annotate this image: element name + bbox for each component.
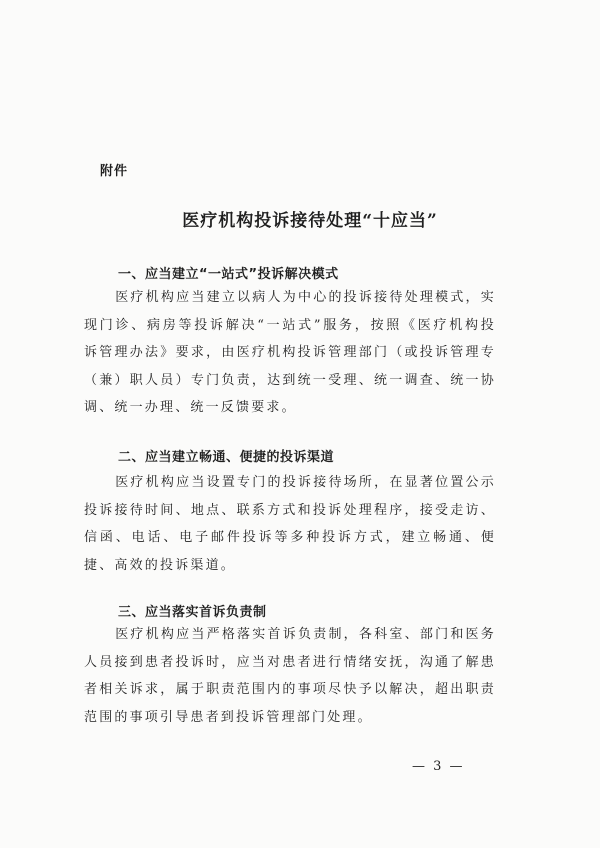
attachment-label: 附件 bbox=[100, 164, 129, 179]
section-3-body: 医疗机构应当严格落实首诉负责制，各科室、部门和医务人员接到患者投诉时，应当对患者进行情绪安抚，沟通了解患者相关诉求，属于职责范围内的事项尽快予以解决，超出职责范围的事项引导患者到投诉管理部门处理。 bbox=[84, 627, 496, 725]
page-number: — 3 — bbox=[412, 759, 465, 774]
section-2-heading: 二、应当建立畅通、便捷的投诉渠道 bbox=[118, 450, 335, 465]
section-1-heading: 一、应当建立“一站式”投诉解决模式 bbox=[118, 267, 339, 282]
section-3-heading: 三、应当落实首诉负责制 bbox=[118, 605, 267, 620]
section-2-body: 医疗机构应当设置专门的投诉接待场所，在显著位置公示投诉接待时间、地点、联系方式和投诉处理程序，接受走访、信函、电话、电子邮件投诉等多种投诉方式，建立畅通、便捷、高效的投诉渠道。 bbox=[84, 475, 496, 573]
section-1-body: 医疗机构应当建立以病人为中心的投诉接待处理模式，实现门诊、病房等投诉解决“一站式”服务，按照《医疗机构投诉管理办法》要求，由医疗机构投诉管理部门（或投诉管理专（兼）职人员）专门负责，达到统一受理、统一调查、统一协调、统一办理、统一反馈要求。 bbox=[84, 290, 496, 416]
document-title: 医疗机构投诉接待处理“十应当” bbox=[182, 211, 438, 231]
